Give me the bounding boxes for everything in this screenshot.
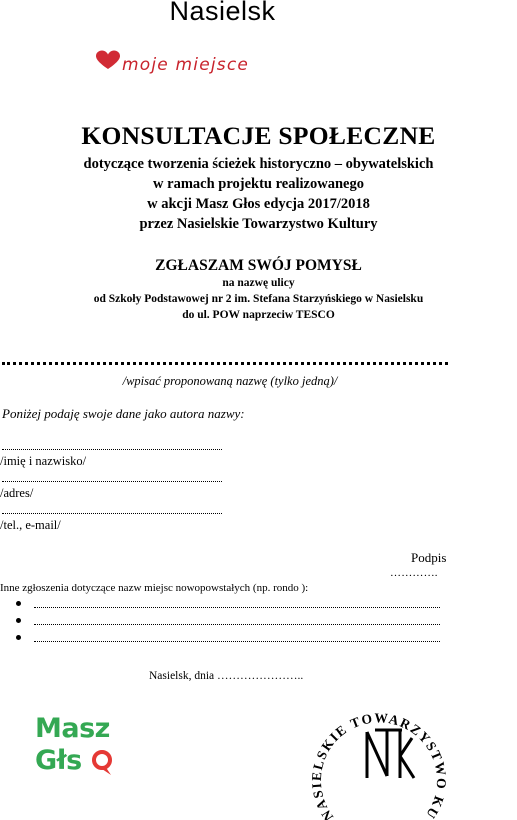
tagline-moje-miejsce: moje miejsce	[122, 55, 250, 75]
masz-glos-logo-line1: Masz	[35, 713, 110, 744]
name-field-label: /imię i nazwisko/	[0, 454, 87, 468]
section-line: na nazwę ulicy	[222, 277, 295, 289]
seal-arc-text: NASIELSKIE TOWARZYSTWO KULTURY	[308, 682, 450, 820]
contact-field-label: /tel., e-mail/	[0, 518, 61, 532]
subtitle-line: w ramach projektu realizowanego	[153, 176, 364, 192]
other-submission-line[interactable]	[34, 607, 440, 608]
section-line: od Szkoły Podstawowej nr 2 im. Stefana Starzyńskiego w Nasielsku	[93, 293, 424, 305]
bullet-icon	[16, 618, 21, 623]
bullet-icon	[16, 635, 21, 640]
masz-glos-logo-line2: Głs	[35, 745, 82, 776]
subtitle-line: w akcji Masz Głos edycja 2017/2018	[147, 196, 370, 212]
svg-text:NASIELSKIE TOWARZYSTWO KULTURY	[309, 682, 449, 820]
street-name-hint: /wpisać proponowaną nazwę (tylko jedną)/	[122, 374, 338, 388]
author-intro-text: Poniżej podaję swoje dane jako autora nazwy:	[2, 406, 245, 421]
page-title: KONSULTACJE SPOŁECZNE	[81, 121, 436, 150]
name-entry-line[interactable]	[2, 449, 222, 450]
ntk-seal-logo	[308, 682, 460, 820]
bullet-icon	[16, 601, 21, 606]
subtitle-line: przez Nasielskie Towarzystwo Kultury	[139, 216, 378, 232]
address-entry-line[interactable]	[2, 481, 222, 482]
place-and-date: Nasielsk, dnia …………………..	[149, 670, 304, 682]
other-submissions-label: Inne zgłoszenia dotyczące nazw miejsc nowopowstałych (np. rondo ):	[0, 582, 309, 594]
signature-entry-line[interactable]: ………….	[390, 567, 438, 579]
section-line: do ul. POW naprzeciw TESCO	[182, 309, 335, 321]
nasielsk-logo-wordmark: Nasielsk	[169, 0, 276, 26]
street-name-entry-line[interactable]	[2, 362, 448, 365]
signature-label: Podpis	[411, 550, 447, 565]
other-submission-line[interactable]	[34, 624, 440, 625]
other-submission-line[interactable]	[34, 641, 440, 642]
section-heading: ZGŁASZAM SWÓJ POMYSŁ	[155, 257, 362, 274]
heart-icon	[95, 50, 121, 70]
subtitle-line: dotyczące tworzenia ścieżek historyczno – obywatelskich	[83, 156, 434, 172]
contact-entry-line[interactable]	[2, 513, 222, 514]
ntk-monogram-icon	[367, 730, 414, 778]
address-field-label: /adres/	[0, 486, 34, 500]
speech-bubble-icon	[91, 749, 115, 777]
